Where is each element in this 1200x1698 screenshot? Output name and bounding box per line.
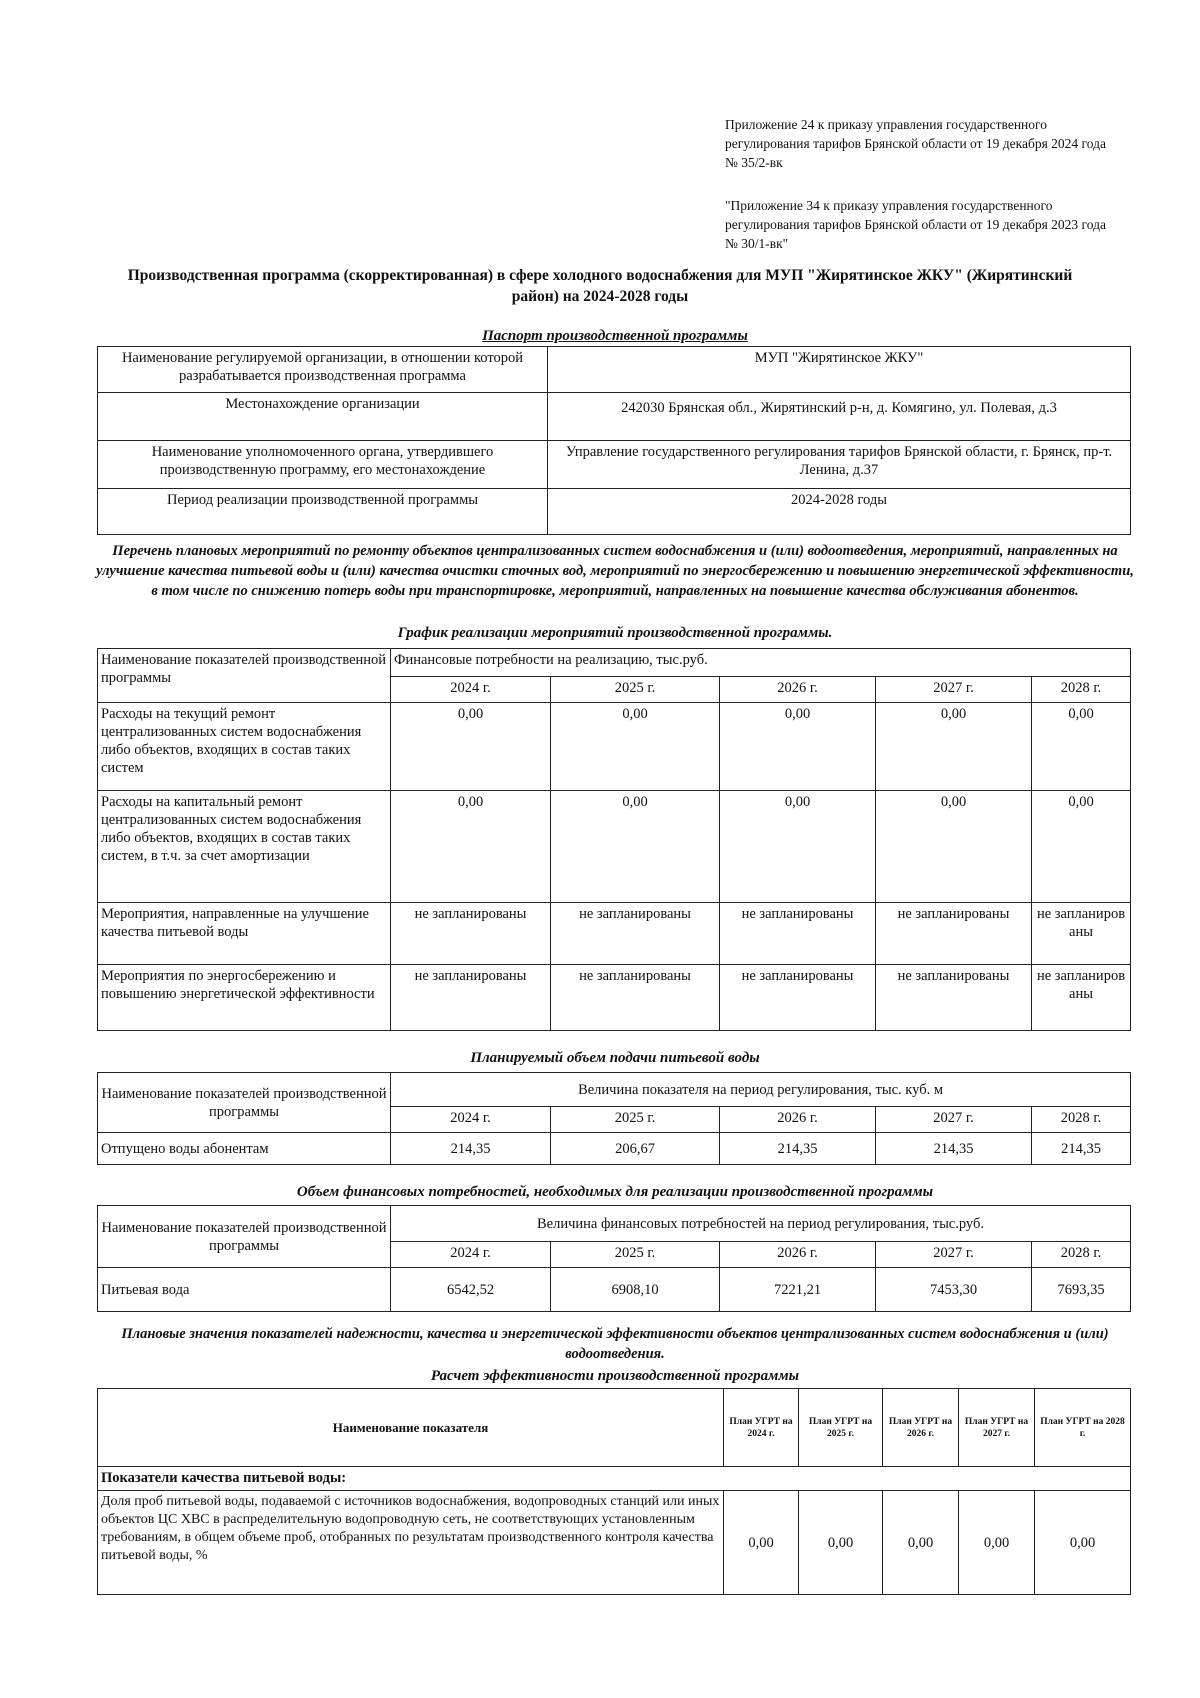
finance-group-label: Величина финансовых потребностей на период регулирования, тыс.руб. <box>391 1206 1131 1242</box>
document-title: Производственная программа (скорректированная) в сфере холодного водоснабжения для МУП "Жирятинское ЖКУ" (Жирятинский район) на 2024-2028 годы <box>127 267 1073 305</box>
year-header: 2028 г. <box>1032 677 1131 703</box>
year-header: 2026 г. <box>720 677 876 703</box>
cell-value: 214,35 <box>876 1133 1032 1165</box>
year-header: 2027 г. <box>876 1107 1032 1133</box>
passport-heading: Паспорт производственной программы <box>482 328 748 344</box>
row-label: Мероприятия, направленные на улучшение качества питьевой воды <box>98 903 391 965</box>
finance-heading: Объем финансовых потребностей, необходимых для реализации производственной программы <box>296 1184 934 1200</box>
cell-value: не запланированы <box>720 965 876 1031</box>
table-row <box>98 1491 1131 1595</box>
cell-value: 6542,52 <box>391 1268 551 1312</box>
cell-value: 206,67 <box>551 1133 720 1165</box>
year-header: 2028 г. <box>1032 1242 1131 1268</box>
cell-value: не запланированы <box>391 965 551 1031</box>
cell-value: не запланированы <box>1032 965 1131 1031</box>
row-label: Расходы на текущий ремонт централизованных систем водоснабжения либо объектов, входящих в состав таких систем <box>98 703 391 791</box>
passport-value: 2024-2028 годы <box>548 489 1131 535</box>
cell-value: 0,00 <box>720 703 876 791</box>
cell-value: 0,00 <box>551 791 720 903</box>
finance-col-label: Наименование показателей производственной программы <box>98 1206 391 1268</box>
cell-value: 214,35 <box>720 1133 876 1165</box>
plan-header: План УГРТ на 2025 г. <box>799 1389 883 1467</box>
passport-label: Местонахождение организации <box>98 393 548 441</box>
passport-row <box>98 347 1131 393</box>
finance-table <box>97 1205 1131 1312</box>
plan-header: План УГРТ на 2028 г. <box>1035 1389 1131 1467</box>
volume-table <box>97 1072 1131 1165</box>
measures-subheading: График реализации мероприятий производственной программы. <box>397 625 833 641</box>
efficiency-col-label: Наименование показателя <box>98 1389 724 1467</box>
row-label: Расходы на капитальный ремонт централизованных систем водоснабжения либо объектов, входящих в состав таких систем, в т.ч. за счет амортизации <box>98 791 391 903</box>
measures-group-label: Финансовые потребности на реализацию, тыс.руб. <box>391 649 1131 677</box>
plan-header: План УГРТ на 2027 г. <box>959 1389 1035 1467</box>
section-label: Показатели качества питьевой воды: <box>98 1467 1131 1491</box>
cell-value: 214,35 <box>1032 1133 1131 1165</box>
year-header: 2026 г. <box>720 1107 876 1133</box>
cell-value: не запланированы <box>876 965 1032 1031</box>
passport-label: Период реализации производственной программы <box>98 489 548 535</box>
cell-value: не запланированы <box>876 903 1032 965</box>
passport-table <box>97 346 1131 535</box>
cell-value: 0,00 <box>551 703 720 791</box>
table-row <box>98 791 1131 903</box>
volume-group-label: Величина показателя на период регулирования, тыс. куб. м <box>391 1073 1131 1107</box>
cell-value: 0,00 <box>724 1491 799 1595</box>
year-header: 2024 г. <box>391 1107 551 1133</box>
cell-value: 0,00 <box>883 1491 959 1595</box>
year-header: 2025 г. <box>551 1107 720 1133</box>
year-header: 2026 г. <box>720 1242 876 1268</box>
passport-value: Управление государственного регулирования тарифов Брянской области, г. Брянск, пр-т. Ленина, д.37 <box>548 441 1131 489</box>
cell-value: 0,00 <box>959 1491 1035 1595</box>
measures-heading: Перечень плановых мероприятий по ремонту объектов централизованных систем водоснабжения и (или) водоотведения, мероприятий, направленных на улучшение качества питьевой воды и (или) качества очистки сточных вод, мероприятий по энергосбережению и повышению энергетической эффективности, в том числе по снижению потерь воды при транспортировке, мероприятий, направленных на повышение качества обслуживания абонентов. <box>96 543 1134 599</box>
cell-value: 0,00 <box>720 791 876 903</box>
volume-heading: Планируемый объем подачи питьевой воды <box>470 1050 760 1066</box>
cell-value: 0,00 <box>799 1491 883 1595</box>
appendix-note-1: Приложение 24 к приказу управления государственного регулирования тарифов Брянской области от 19 декабря 2024 года № 35/2-вк <box>725 117 1106 170</box>
cell-value: 0,00 <box>391 791 551 903</box>
efficiency-heading: Плановые значения показателей надежности, качества и энергетической эффективности объектов централизованных систем водоснабжения и (или) водоотведения. <box>121 1326 1109 1362</box>
passport-value: МУП "Жирятинское ЖКУ" <box>548 347 1131 393</box>
cell-value: 7693,35 <box>1032 1268 1131 1312</box>
cell-value: 0,00 <box>391 703 551 791</box>
row-label: Отпущено воды абонентам <box>98 1133 391 1165</box>
cell-value: 0,00 <box>876 791 1032 903</box>
cell-value: 214,35 <box>391 1133 551 1165</box>
cell-value: не запланированы <box>720 903 876 965</box>
row-label: Питьевая вода <box>98 1268 391 1312</box>
cell-value: не запланированы <box>551 965 720 1031</box>
passport-row <box>98 393 1131 441</box>
table-row <box>98 965 1131 1031</box>
cell-value: 7221,21 <box>720 1268 876 1312</box>
measures-table <box>97 648 1131 1031</box>
efficiency-subheading: Расчет эффективности производственной программы <box>430 1368 800 1384</box>
year-header: 2025 г. <box>551 1242 720 1268</box>
table-row <box>98 703 1131 791</box>
year-header: 2024 г. <box>391 1242 551 1268</box>
table-row <box>98 903 1131 965</box>
row-label: Доля проб питьевой воды, подаваемой с источников водоснабжения, водопроводных станций или иных объектов ЦС ХВС в распределительную водопроводную сеть, не соответствующих установленным требованиям, в общем объеме проб, отобранных по результатам производственного контроля качества питьевой воды, % <box>98 1491 724 1595</box>
appendix-note-2: "Приложение 34 к приказу управления государственного регулирования тарифов Брянской области от 19 декабря 2023 года № 30/1-вк" <box>725 198 1106 251</box>
cell-value: не запланированы <box>551 903 720 965</box>
year-header: 2027 г. <box>876 677 1032 703</box>
passport-row <box>98 489 1131 535</box>
volume-col-label: Наименование показателей производственной программы <box>98 1073 391 1133</box>
passport-value: 242030 Брянская обл., Жирятинский р-н, д. Комягино, ул. Полевая, д.3 <box>548 393 1131 441</box>
cell-value: 0,00 <box>1032 791 1131 903</box>
cell-value: 7453,30 <box>876 1268 1032 1312</box>
table-row <box>98 1133 1131 1165</box>
plan-header: План УГРТ на 2024 г. <box>724 1389 799 1467</box>
passport-row <box>98 441 1131 489</box>
cell-value: 6908,10 <box>551 1268 720 1312</box>
cell-value: не запланированы <box>391 903 551 965</box>
cell-value: 0,00 <box>876 703 1032 791</box>
plan-header: План УГРТ на 2026 г. <box>883 1389 959 1467</box>
year-header: 2028 г. <box>1032 1107 1131 1133</box>
year-header: 2024 г. <box>391 677 551 703</box>
cell-value: 0,00 <box>1035 1491 1131 1595</box>
measures-col-label: Наименование показателей производственной программы <box>98 649 391 703</box>
table-row <box>98 1268 1131 1312</box>
year-header: 2027 г. <box>876 1242 1032 1268</box>
cell-value: 0,00 <box>1032 703 1131 791</box>
passport-label: Наименование регулируемой организации, в отношении которой разрабатывается производственная программа <box>98 347 548 393</box>
passport-label: Наименование уполномоченного органа, утвердившего производственную программу, его местонахождение <box>98 441 548 489</box>
row-label: Мероприятия по энергосбережению и повышению энергетической эффективности <box>98 965 391 1031</box>
year-header: 2025 г. <box>551 677 720 703</box>
cell-value: не запланированы <box>1032 903 1131 965</box>
efficiency-table <box>97 1388 1131 1595</box>
